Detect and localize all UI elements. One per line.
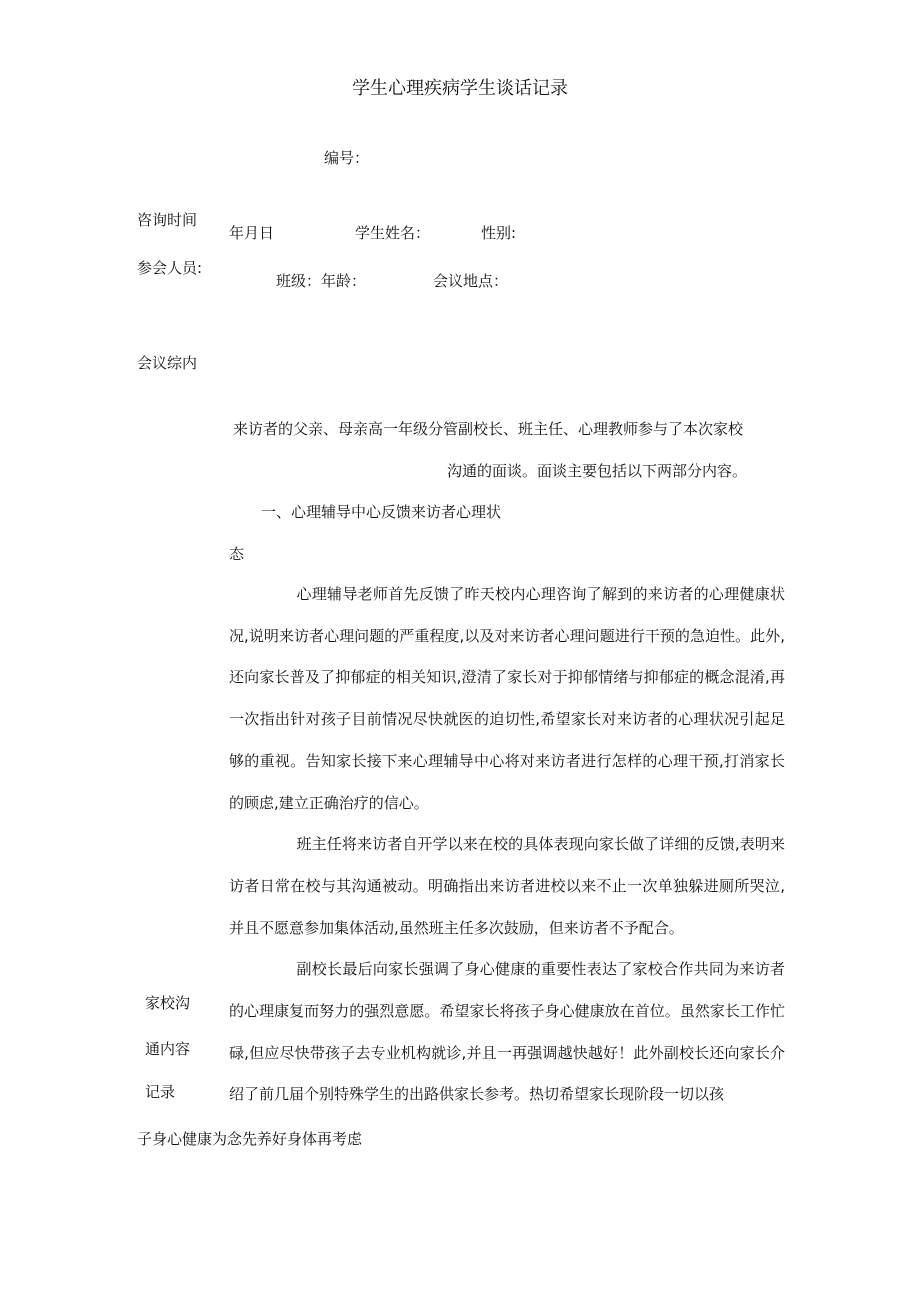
paragraph-head-teacher-feedback: 班主任将来访者自开学以来在校的具体表现向家长做了详细的反馈,表明来访者日常在校与其沟通被动。明确指出来访者进校以来不止一次单独躲进厕所哭泣,并且不愿意参加集体活动,虽然班主任多次鼓励，但来访者不予配合。	[229, 835, 785, 937]
venue-label: 会议地点：	[433, 272, 509, 290]
paragraph-counselor-feedback: 心理辅导老师首先反馈了昨天校内心理咨询了解到的来访者的心理健康状况,说明来访者心理问题的严重程度,以及对来访者心理问题进行干预的急迫性。此外,还向家长普及了抑郁症的相关知识,澄清了家长对于抑郁情绪与抑郁症的概念混淆,再一次指出针对孩子目前情况尽快就医的迫切性,希望家长对来访者的心理状况引起足够的重视。告知家长接下来心理辅导中心将对来访者进行怎样的心理干预,打消家长的顾虑,建立正确治疗的信心。	[229, 585, 785, 812]
consult-time-label: 咨询时间	[137, 211, 198, 229]
section-1-heading: 一、心理辅导中心反馈来访者心理状	[261, 503, 502, 521]
body-text	[229, 574, 785, 1116]
section-1-heading-continued: 态	[229, 545, 245, 563]
serial-number-label: 编号：	[324, 149, 370, 167]
date-field: 年月日	[229, 224, 275, 242]
intro-line-1: 来访者的父亲、母亲高一年级分管副校长、班主任、心理教师参与了本次家校	[233, 420, 744, 438]
paragraph-vice-principal-feedback: 副校长最后向家长强调了身心健康的重要性表达了家校合作共同为来访者的心理康复而努力的强烈意愿。希望家长将孩子身心健康放在首位。虽然家长工作忙碌,但应尽快带孩子去专业机构就诊,并且一再强调越快越好！此外副校长还向家长介绍了前几届个别特殊学生的出路供家长参考。热切希望家长现阶段一切以孩	[229, 960, 785, 1104]
class-age-label: 班级：年龄：	[276, 272, 367, 290]
home-school-label-line-1: 家校沟	[145, 994, 191, 1012]
final-line: 子身心健康为念先养好身体再考虑	[137, 1130, 363, 1148]
document-title: 学生心理疾病学生谈话记录	[352, 78, 568, 99]
student-name-label: 学生姓名：	[355, 224, 431, 242]
gender-label: 性别:	[481, 224, 517, 242]
meeting-summary-label-cut: 会议综内	[137, 354, 198, 372]
participants-label: 参会人员:	[137, 259, 203, 277]
intro-line-2: 沟通的面谈。面谈主要包括以下两部分内容。	[447, 462, 748, 480]
home-school-label-line-3-cut: 记录	[145, 1083, 176, 1101]
home-school-label-line-2: 通内容	[145, 1040, 191, 1058]
